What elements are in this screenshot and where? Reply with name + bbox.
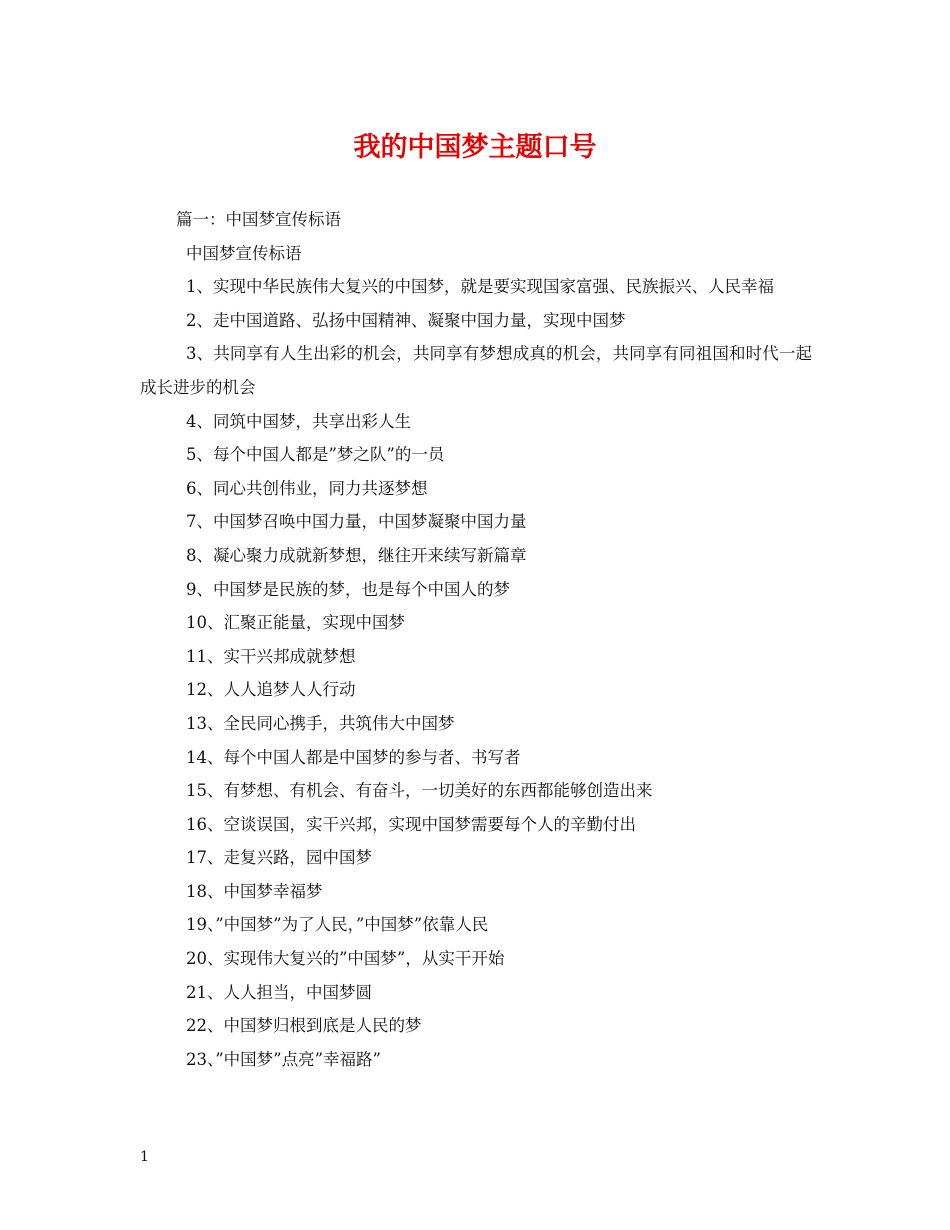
page-number: 1 [140,1149,149,1165]
slogan-item: 9、中国梦是民族的梦，也是每个中国人的梦 [186,579,510,599]
slogan-item: 22、中国梦归根到底是人民的梦 [186,1016,422,1036]
slogan-item: 7、中国梦召唤中国力量，中国梦凝聚中国力量 [186,512,527,532]
slogan-item: 17、走复兴路，园中国梦 [186,848,372,868]
slogan-item: 4、同筑中国梦，共享出彩人生 [186,411,411,431]
slogan-item: 1、实现中华民族伟大复兴的中国梦，就是要实现国家富强、民族振兴、人民幸福 [186,277,774,297]
slogan-list [140,270,812,1076]
slogan-item: 19、”中国梦”为了人民，”中国梦”依靠人民 [186,915,489,935]
sub-heading: 中国梦宣传标语 [186,243,302,263]
document-body [140,203,812,1076]
slogan-item: 5、每个中国人都是”梦之队”的一员 [186,445,445,465]
slogan-item: 2、走中国道路、弘扬中国精神、凝聚中国力量，实现中国梦 [186,310,626,330]
slogan-item: 21、人人担当，中国梦圆 [186,982,372,1002]
slogan-item: 23、”中国梦”点亮”幸福路” [186,1049,381,1069]
document-title: 我的中国梦主题口号 [353,132,597,163]
section-heading: 篇一：中国梦宣传标语 [176,210,341,229]
slogan-item: 11、实干兴邦成就梦想 [186,646,356,666]
slogan-item: 14、每个中国人都是中国梦的参与者、书写者 [186,747,521,767]
slogan-item: 15、有梦想、有机会、有奋斗，一切美好的东西都能够创造出来 [186,781,653,801]
slogan-item: 3、共同享有人生出彩的机会，共同享有梦想成真的机会，共同享有同祖国和时代一起 成长进步的机会 [140,344,812,397]
slogan-item: 20、实现伟大复兴的”中国梦”，从实干开始 [186,949,505,969]
slogan-item: 12、人人追梦人人行动 [186,680,356,700]
slogan-item: 6、同心共创伟业，同力共逐梦想 [186,478,428,498]
slogan-item: 13、全民同心携手，共筑伟大中国梦 [186,713,455,733]
slogan-item: 8、凝心聚力成就新梦想，继往开来续写新篇章 [186,545,527,565]
slogan-item: 18、中国梦幸福梦 [186,881,323,901]
slogan-item: 16、空谈误国，实干兴邦，实现中国梦需要每个人的辛勤付出 [186,814,636,834]
slogan-item: 10、汇聚正能量，实现中国梦 [186,613,405,633]
